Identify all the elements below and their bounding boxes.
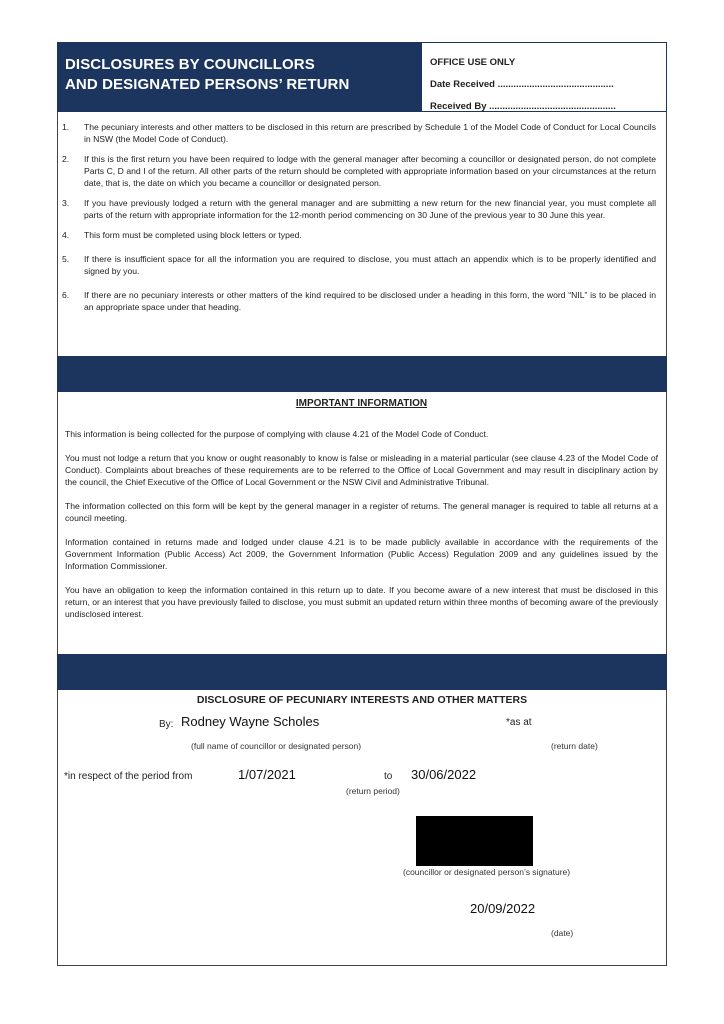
list-item: 6. If there are no pecuniary interests or other matters of the kind required to be disclosed under a heading in this form, the word “NIL” is to be placed in an appropriate space under that heading. [62,290,656,312]
important-information-section [57,392,667,654]
period-to-label: to [384,771,393,782]
important-paragraph: This information is being collected for the purpose of complying with clause 4.21 of the Model Code of Conduct. [65,429,489,439]
important-heading: IMPORTANT INFORMATION [295,398,428,409]
list-item: 2. If this is the first return you have been required to lodge with the general manager after becoming a councillor or designated person, do not complete Parts C, D and I of the return. All other parts of the return should be completed with appropriate information based on your circumstances at the return date, that is, the date on which you became a councillor or designated person. [62,154,656,188]
important-paragraph: Information contained in returns made and lodged under clause 4.21 is to be made publicly available in accordance with the requirements of the Government Information (Public Access) Act 2009, the Government Information (Public Access) Regulation 2009 and any guidelines issued by the Information Commissioner. [65,537,658,571]
important-paragraph: The information collected on this form will be kept by the general manager in a register of returns. The general manager is required to table all returns at a council meeting. [65,501,658,523]
by-label: By: [159,719,174,730]
title-line-1: DISCLOSURES BY COUNCILLORS [65,56,315,73]
period-from-value: 1/07/2021 [238,767,296,782]
date-received-field: Date Received ............................................ [430,79,614,90]
important-paragraph: You must not lodge a return that you know or ought reasonably to know is false or misleading in a material particular (see clause 4.23 of the Model Code of Conduct). Complaints about breaches of these requirements are to be referred to the Office of Local Government and may result in disciplinary action by the council, the Chief Executive of the Office of Local Government or the NSW Civil and Administrative Tribunal. [65,453,658,487]
list-item: 4. This form must be completed using block letters or typed. [62,230,302,240]
list-item: 1. The pecuniary interests and other matters to be disclosed in this return are prescribed by Schedule 1 of the Model Code of Conduct for Local Councils in NSW (the Model Code of Conduct). [62,122,656,144]
list-item: 5. If there is insufficient space for all the information you are required to disclose, you must attach an appendix which is to be properly identified and signed by you. [62,254,656,276]
instructions-list [57,112,667,356]
period-to-value: 30/06/2022 [411,767,477,782]
received-by-field: Received By ................................................ [430,101,616,112]
full-name-caption: (full name of councillor or designated person) [191,741,362,751]
disclosure-heading: DISCLOSURE OF PECUNIARY INTERESTS AND OTHER MATTERS [196,694,528,706]
signed-date-value: 20/09/2022 [470,901,536,916]
full-name-value: Rodney Wayne Scholes [181,714,320,729]
section-divider-bar [57,356,667,392]
signature-caption: (councillor or designated person’s signature) [403,867,571,877]
form-title [57,42,421,112]
section-divider-bar [57,654,667,690]
office-use-label: OFFICE USE ONLY [430,57,516,68]
date-caption: (date) [551,928,574,938]
return-date-caption: (return date) [551,741,598,751]
return-period-caption: (return period) [346,786,400,796]
list-item: 3. If you have previously lodged a return with the general manager and are submitting a new return for the new financial year, you must complete all parts of the return with appropriate information for the 12-month period commencing on 30 June of the previous year to 30 June this year. [62,198,656,220]
as-at-label: *as at [506,717,532,728]
period-label: *in respect of the period from [64,771,193,782]
important-paragraph: You have an obligation to keep the information contained in this return up to date. If you become aware of a new interest that must be disclosed in this return, or an interest that you have previously failed to disclose, you must submit an updated return within three months of becoming aware of the previously undisclosed interest. [65,585,658,619]
disclosure-section [57,690,667,966]
office-use-box [421,42,667,112]
redacted-signature [416,816,533,866]
title-line-2: AND DESIGNATED PERSONS’ RETURN [65,76,350,93]
